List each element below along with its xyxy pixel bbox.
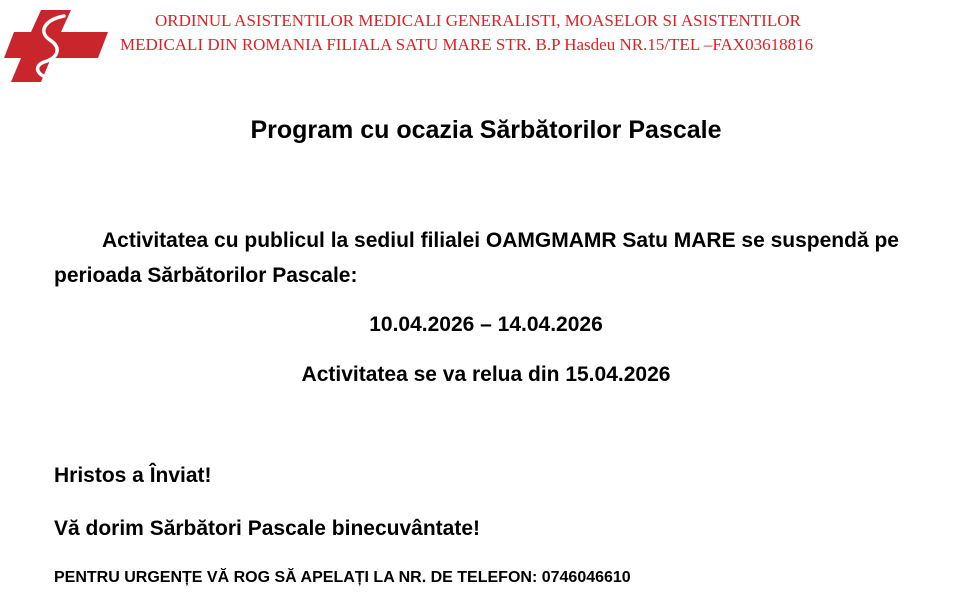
document-title: Program cu ocazia Sărbătorilor Pascale <box>250 116 722 144</box>
holiday-wishes: Vă dorim Sărbători Pascale binecuvântate! <box>54 517 480 540</box>
suspension-dates: 10.04.2026 – 14.04.2026 <box>369 313 603 336</box>
red-cross-serpent-icon <box>4 10 108 82</box>
easter-greeting: Hristos a Înviat! <box>54 464 212 487</box>
resume-date: Activitatea se va relua din 15.04.2026 <box>301 363 671 386</box>
organization-address: MEDICALI DIN ROMANIA FILIALA SATU MARE STR. B.P Hasdeu NR.15/TEL –FAX03618816 <box>120 35 814 54</box>
suspension-paragraph: Activitatea cu publicul la sediul filialei OAMGMAMR Satu MARE se suspendă pe perioada Sărbătorilor Pascale: <box>54 229 899 287</box>
emergency-contact: PENTRU URGENȚE VĂ ROG SĂ APELAȚI LA NR. DE TELEFON: 0746046610 <box>54 569 631 586</box>
organization-name: ORDINUL ASISTENTILOR MEDICALI GENERALISTI, MOASELOR SI ASISTENTILOR <box>155 11 801 30</box>
